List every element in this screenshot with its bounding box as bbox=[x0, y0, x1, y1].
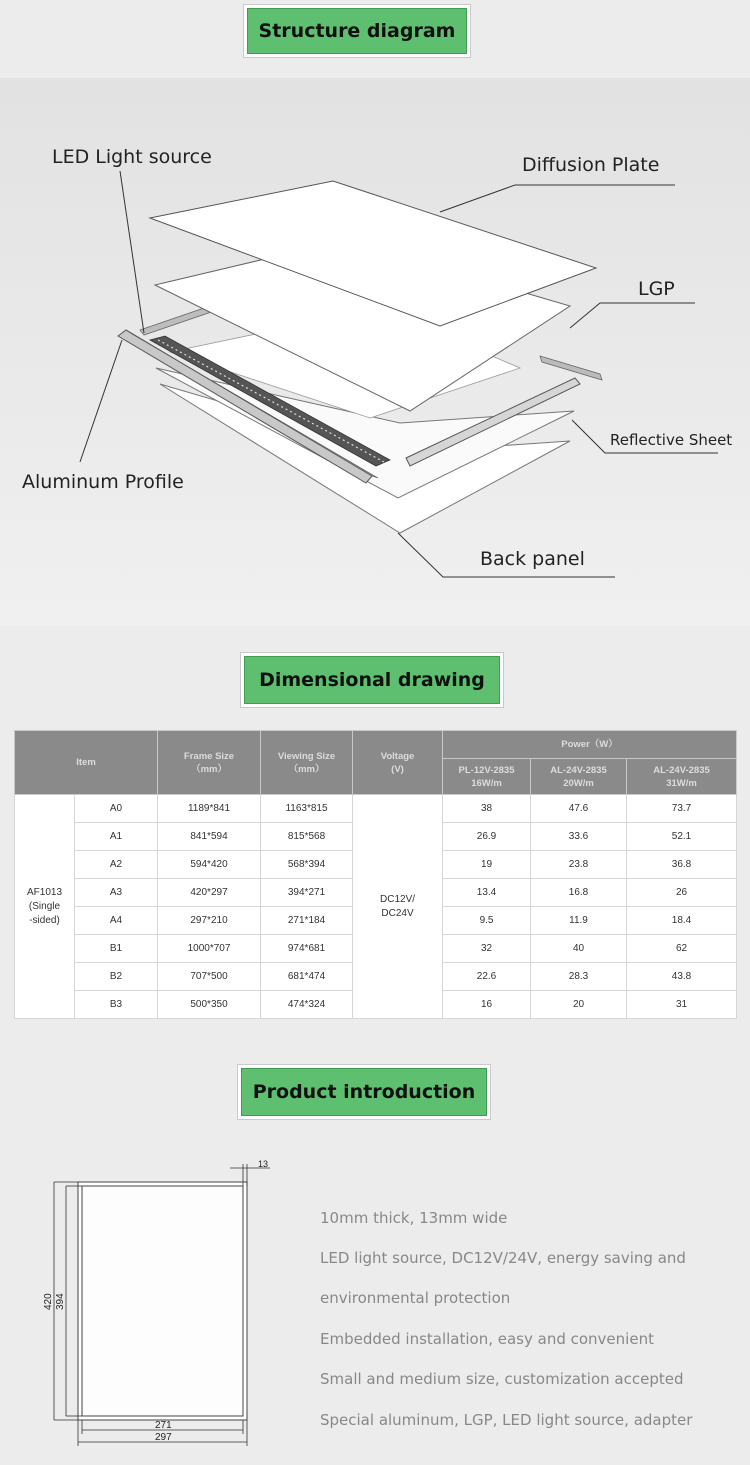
power-cell: 26 bbox=[627, 879, 737, 907]
border-dim-label: 13 bbox=[258, 1159, 269, 1169]
size-cell: B1 bbox=[75, 935, 158, 963]
diffusion-plate-label: Diffusion Plate bbox=[522, 154, 660, 176]
power-cell: 13.4 bbox=[443, 879, 531, 907]
inner-width-label: 271 bbox=[155, 1420, 172, 1431]
header-viewing-size: Viewing Size （mm） bbox=[261, 731, 353, 795]
view-cell: 974*681 bbox=[261, 935, 353, 963]
power-cell: 19 bbox=[443, 851, 531, 879]
header-frame-size: Frame Size （mm） bbox=[158, 731, 261, 795]
power-cell: 18.4 bbox=[627, 907, 737, 935]
size-cell: A1 bbox=[75, 823, 158, 851]
view-cell: 271*184 bbox=[261, 907, 353, 935]
table-row bbox=[15, 795, 737, 823]
frame-cell: 594*420 bbox=[158, 851, 261, 879]
model-cell: AF1013 (Single -sided) bbox=[15, 795, 75, 1019]
header-voltage: Voltage (V) bbox=[353, 731, 443, 795]
reflective-sheet-label: Reflective Sheet bbox=[610, 431, 733, 449]
power-cell: 26.9 bbox=[443, 823, 531, 851]
led-leader bbox=[120, 171, 144, 333]
outer-height-label: 420 bbox=[43, 1293, 54, 1310]
power-cell: 33.6 bbox=[531, 823, 627, 851]
power-cell: 11.9 bbox=[531, 907, 627, 935]
view-cell: 474*324 bbox=[261, 991, 353, 1019]
aluminum-leader bbox=[80, 340, 122, 462]
frame-dimension-drawing bbox=[0, 1150, 300, 1455]
frame-cell: 297*210 bbox=[158, 907, 261, 935]
outer-width-label: 297 bbox=[155, 1432, 172, 1443]
structure-diagram bbox=[0, 78, 750, 626]
frame-cell: 1000*707 bbox=[158, 935, 261, 963]
size-cell: B2 bbox=[75, 963, 158, 991]
intro-line: Embedded installation, easy and convenient bbox=[320, 1330, 654, 1348]
view-cell: 681*474 bbox=[261, 963, 353, 991]
power-cell: 22.6 bbox=[443, 963, 531, 991]
rail-right bbox=[540, 356, 602, 380]
frame-cell: 1189*841 bbox=[158, 795, 261, 823]
power-cell: 23.8 bbox=[531, 851, 627, 879]
power-cell: 47.6 bbox=[531, 795, 627, 823]
aluminum-profile-label: Aluminum Profile bbox=[22, 471, 184, 493]
product-introduction-heading: Product introduction bbox=[241, 1068, 487, 1116]
frame-cell: 420*297 bbox=[158, 879, 261, 907]
view-cell: 1163*815 bbox=[261, 795, 353, 823]
spec-table-body bbox=[15, 795, 737, 1019]
power-cell: 38 bbox=[443, 795, 531, 823]
header-item: Item bbox=[15, 731, 158, 795]
power-cell: 16.8 bbox=[531, 879, 627, 907]
size-cell: B3 bbox=[75, 991, 158, 1019]
spec-table bbox=[14, 730, 737, 1019]
frame-cell: 707*500 bbox=[158, 963, 261, 991]
dimensional-drawing-heading: Dimensional drawing bbox=[244, 656, 500, 704]
lgp-leader bbox=[570, 303, 695, 328]
power-cell: 36.8 bbox=[627, 851, 737, 879]
size-cell: A0 bbox=[75, 795, 158, 823]
power-cell: 52.1 bbox=[627, 823, 737, 851]
led-strip-left bbox=[140, 306, 214, 335]
size-cell: A2 bbox=[75, 851, 158, 879]
intro-line: LED light source, DC12V/24V, energy saving and bbox=[320, 1249, 686, 1267]
power-cell: 43.8 bbox=[627, 963, 737, 991]
intro-line: 10mm thick, 13mm wide bbox=[320, 1209, 508, 1227]
size-cell: A3 bbox=[75, 879, 158, 907]
frame-cell: 500*350 bbox=[158, 991, 261, 1019]
header-power-al24-31: AL-24V-2835 31W/m bbox=[627, 759, 737, 795]
power-cell: 32 bbox=[443, 935, 531, 963]
view-cell: 394*271 bbox=[261, 879, 353, 907]
inner-height-label: 394 bbox=[55, 1293, 66, 1310]
structure-diagram-heading: Structure diagram bbox=[247, 8, 467, 54]
view-cell: 815*568 bbox=[261, 823, 353, 851]
power-cell: 62 bbox=[627, 935, 737, 963]
header-power-pl12: PL-12V-2835 16W/m bbox=[443, 759, 531, 795]
lgp-label: LGP bbox=[638, 278, 675, 300]
power-cell: 40 bbox=[531, 935, 627, 963]
power-cell: 31 bbox=[627, 991, 737, 1019]
power-cell: 73.7 bbox=[627, 795, 737, 823]
power-cell: 9.5 bbox=[443, 907, 531, 935]
intro-line: environmental protection bbox=[320, 1289, 511, 1307]
header-power-al24-20: AL-24V-2835 20W/m bbox=[531, 759, 627, 795]
view-cell: 568*394 bbox=[261, 851, 353, 879]
power-cell: 28.3 bbox=[531, 963, 627, 991]
power-cell: 20 bbox=[531, 991, 627, 1019]
power-cell: 16 bbox=[443, 991, 531, 1019]
intro-line: Special aluminum, LGP, LED light source, adapter bbox=[320, 1411, 693, 1429]
back-panel-label: Back panel bbox=[480, 548, 585, 570]
voltage-cell: DC12V/ DC24V bbox=[353, 795, 443, 1019]
inner-viewing-area bbox=[82, 1186, 243, 1416]
diffusion-leader bbox=[440, 185, 675, 212]
led-light-source-label: LED Light source bbox=[52, 146, 212, 168]
header-power: Power（W） bbox=[443, 731, 737, 759]
frame-cell: 841*594 bbox=[158, 823, 261, 851]
intro-line: Small and medium size, customization accepted bbox=[320, 1370, 684, 1388]
size-cell: A4 bbox=[75, 907, 158, 935]
